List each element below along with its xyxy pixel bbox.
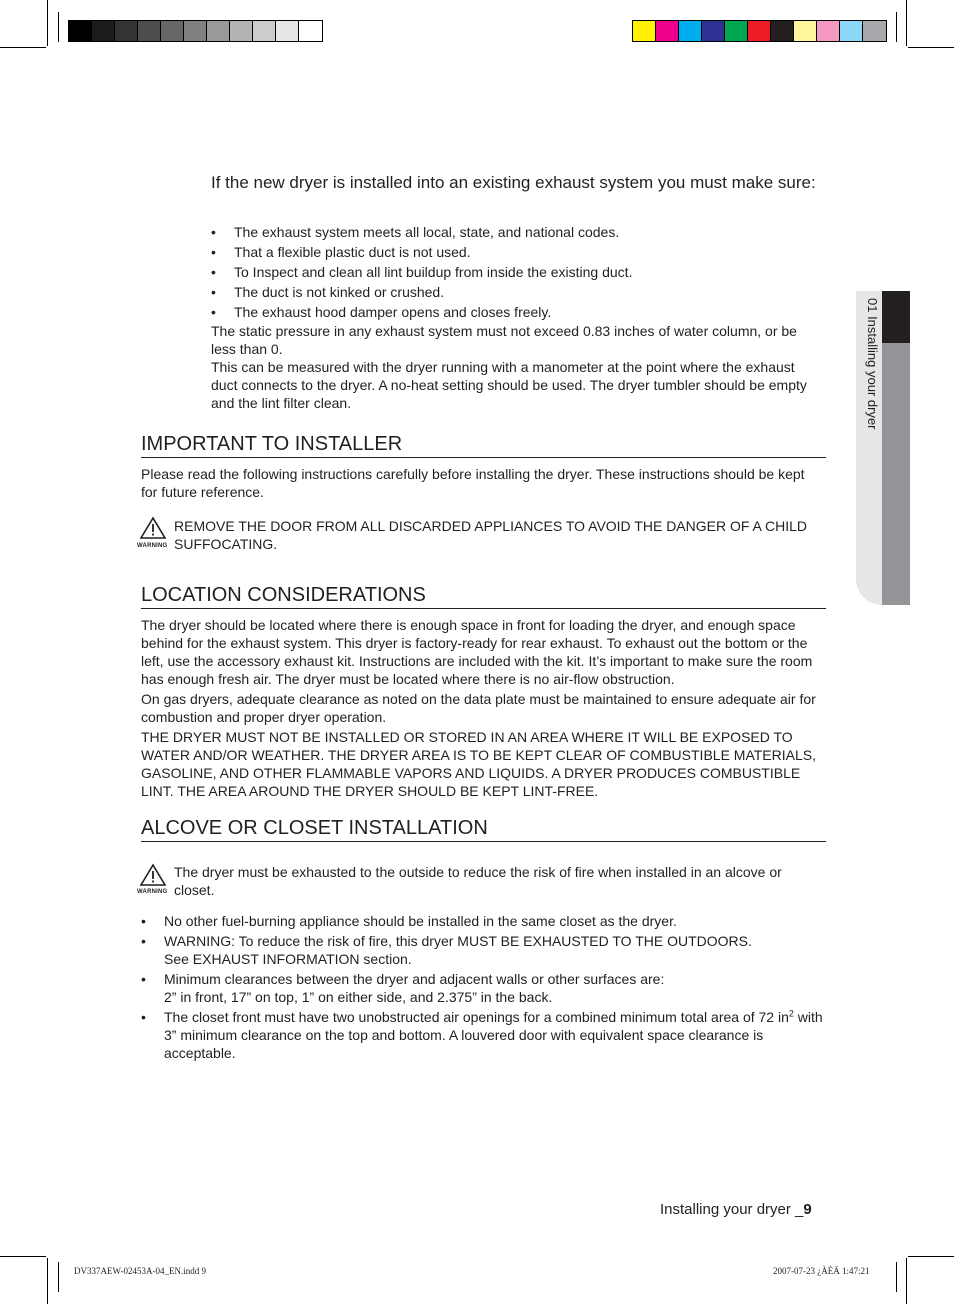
color-swatch [230,21,253,41]
color-swatch [679,21,702,41]
color-swatch [656,21,679,41]
page-footer [660,1201,812,1218]
color-swatch [725,21,748,41]
crop-mark [0,1256,46,1257]
intro-bullet-list [211,222,821,322]
crop-mark [58,1262,59,1292]
color-swatch [69,21,92,41]
list-item [141,970,823,1006]
side-tab-marker [882,291,910,343]
color-swatch [794,21,817,41]
crop-mark [896,1262,897,1292]
installer-warning-text: REMOVE THE DOOR FROM ALL DISCARDED APPLIANCES TO AVOID THE DANGER OF A CHILD SUFFOCATING. [174,518,808,552]
crop-mark [906,0,907,46]
crop-mark [0,47,46,48]
slug-file-name: DV337AEW-02453A-04_EN.indd 9 [74,1266,206,1276]
list-item [141,912,823,930]
list-item: • The exhaust system meets all local, state, and national codes. [211,222,821,242]
alcove-warning-text: The dryer must be exhausted to the outside to reduce the risk of fire when installed in an alcove or closet. [174,864,782,898]
list-item: • The exhaust hood damper opens and closes freely. [211,302,821,322]
crop-mark [906,1258,907,1304]
list-item: • To Inspect and clean all lint buildup from inside the existing duct. [211,262,821,282]
location-heading: LOCATION CONSIDERATIONS [141,584,426,606]
alcove-bullets [141,912,823,1062]
color-swatch [138,21,161,41]
bullet-text: See EXHAUST INFORMATION section. [164,951,412,967]
heading-rule [141,457,826,458]
manometer-paragraph: This can be measured with the dryer running with a manometer at the point where the exhaust duct connects to the dryer. A no-heat setting should be used. The dryer tumbler should be empty and the lint filter clean. [211,359,807,411]
color-swatch [840,21,863,41]
bullet-text: Minimum clearances between the dryer and adjacent walls or other surfaces are: [164,971,665,987]
location-paragraph-3: THE DRYER MUST NOT BE INSTALLED OR STORED IN AN AREA WHERE IT WILL BE EXPOSED TO WATER AND/OR WEATHER. THE DRYER AREA IS TO BE KEPT CLEAR OF COMBUSTIBLE MATERIALS, GASOLINE, AND OTHER FLAMMABLE VAPORS AND LIQUIDS. A DRYER PRODUCES COMBUSTIBLE LINT. THE AREA AROUND THE DRYER SHOULD BE KEPT LINT-FREE. [141,729,816,799]
crop-mark [908,47,954,48]
color-swatch [161,21,184,41]
crop-mark [58,12,59,42]
bullet-text: 2” in front, 17” on top, 1” on either side, and 2.375” in the back. [164,989,553,1005]
bullet-text: WARNING: To reduce the risk of fire, this dryer MUST BE EXHAUSTED TO THE OUTDOORS. [164,933,752,949]
page-number: 9 [803,1201,812,1218]
color-bar [632,20,887,42]
color-swatch [92,21,115,41]
crop-mark [47,1258,48,1304]
list-item [141,932,823,968]
color-swatch [702,21,725,41]
crop-mark [908,1256,954,1257]
intro-title: If the new dryer is installed into an existing exhaust system you must make sure: [211,173,816,192]
color-swatch [184,21,207,41]
warning-label: WARNING [137,543,168,549]
crop-mark [47,0,48,46]
color-swatch [633,21,656,41]
color-swatch [748,21,771,41]
list-item: • The duct is not kinked or crushed. [211,282,821,302]
heading-rule [141,608,826,609]
warning-label: WARNING [137,889,168,895]
superscript: 2 [788,1008,794,1019]
color-swatch [863,21,886,41]
location-paragraph-2: On gas dryers, adequate clearance as noted on the data plate must be maintained to ensure adequate air for combustion and proper dryer operation. [141,691,816,725]
alcove-bullet-list [141,912,823,1062]
heading-rule [141,841,826,842]
bullet-text: with 3” minimum clearance on the top and bottom. A louvered door with equivalent space clearance is acceptable. [164,1009,823,1061]
alcove-heading: ALCOVE OR CLOSET INSTALLATION [141,817,488,839]
installer-heading: IMPORTANT TO INSTALLER [141,433,403,455]
color-swatch [817,21,840,41]
static-pressure-paragraph: The static pressure in any exhaust system must not exceed 0.83 inches of water column, or be less than 0. [211,323,797,357]
side-tab-label: 01 Installing your dryer [865,298,880,430]
color-swatch [276,21,299,41]
color-swatch [299,21,322,41]
installer-paragraph: Please read the following instructions carefully before installing the dryer. These instructions should be kept for future reference. [141,466,805,500]
list-item: • That a flexible plastic duct is not used. [211,242,821,262]
location-paragraph-1: The dryer should be located where there is enough space in front for loading the dryer, and enough space behind for the exhaust system. This dryer is factory-ready for rear exhaust. To exhaust out the bottom or the left, use the accessory exhaust kit. Instructions are included with the kit. It’s important to make sure the room has enough fresh air. The dryer must be located where there is no air-flow obstruction. [141,617,813,687]
list-item [141,1008,823,1062]
color-swatch [771,21,794,41]
warning-icon [138,516,172,546]
bullet-text: No other fuel-burning appliance should be installed in the same closet as the dryer. [164,913,677,929]
slug-timestamp: 2007-07-23 ¿ÀÈÄ 1:47:21 [773,1266,870,1276]
bullet-text: The closet front must have two unobstructed air openings for a combined minimum total area of 72 in [164,1009,789,1025]
color-swatch [207,21,230,41]
footer-section-label: Installing your dryer _ [660,1201,804,1218]
grayscale-bar [68,20,323,42]
location-section [141,616,823,800]
color-swatch [115,21,138,41]
crop-mark [896,12,897,42]
color-swatch [253,21,276,41]
intro-section [211,222,821,412]
side-tab-strip [882,343,910,605]
